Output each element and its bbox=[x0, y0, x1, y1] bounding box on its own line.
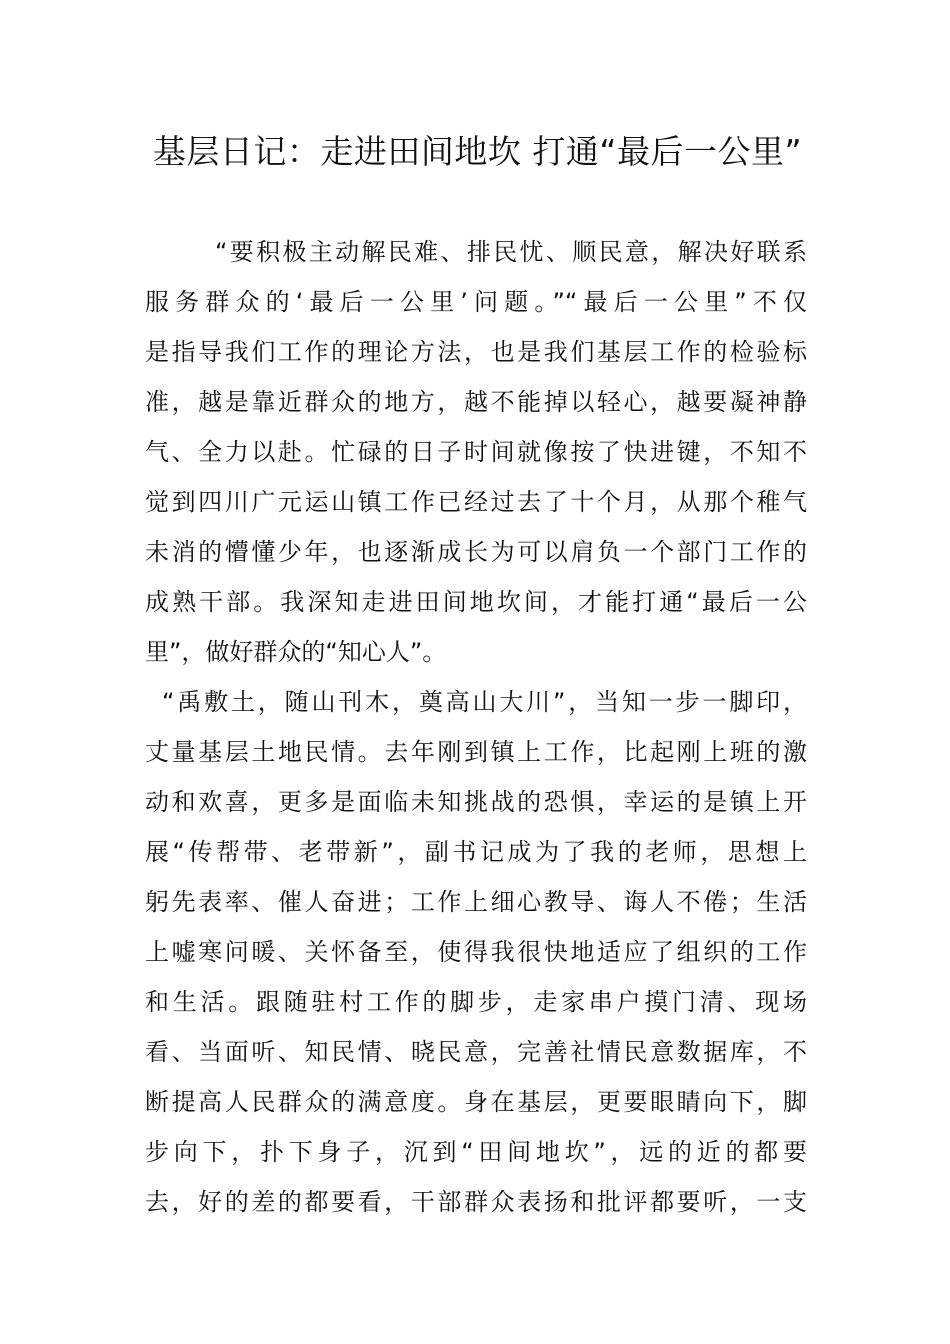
paragraph-line: 去，好的差的都要看，干部群众表扬和批评都要听，一支 bbox=[145, 1188, 807, 1216]
paragraph-line: 成熟干部。我深知走进田间地坎间，才能打通“最后一公 bbox=[145, 588, 807, 616]
paragraph-line: 上嘘寒问暖、关怀备至，使得我很快地适应了组织的工作 bbox=[145, 938, 807, 966]
paragraph-line: 气、全力以赴。忙碌的日子时间就像按了快进键，不知不 bbox=[145, 438, 807, 466]
paragraph-line: 看、当面听、知民情、晓民意，完善社情民意数据库，不 bbox=[145, 1038, 807, 1066]
paragraph-line: 是指导我们工作的理论方法，也是我们基层工作的检验标 bbox=[145, 338, 807, 366]
paragraph-line: 步向下，扑下身子，沉到“田间地坎”，远的近的都要 bbox=[145, 1138, 807, 1166]
paragraph-line: “禹敷土，随山刊木，奠高山大川”，当知一步一脚印， bbox=[162, 688, 807, 716]
paragraph-line: 丈量基层土地民情。去年刚到镇上工作，比起刚上班的激 bbox=[145, 738, 807, 766]
paragraph-line: 未消的懵懂少年，也逐渐成长为可以肩负一个部门工作的 bbox=[145, 538, 807, 566]
document-title: 基层日记：走进田间地坎 打通“最后一公里” bbox=[152, 132, 803, 171]
paragraph-line: 里”，做好群众的“知心人”。 bbox=[145, 638, 447, 666]
paragraph-line: 展“传帮带、老带新”，副书记成为了我的老师，思想上 bbox=[145, 838, 807, 866]
paragraph-line: 躬先表率、催人奋进；工作上细心教导、诲人不倦；生活 bbox=[145, 888, 807, 916]
paragraph-line: 动和欢喜，更多是面临未知挑战的恐惧，幸运的是镇上开 bbox=[145, 788, 807, 816]
paragraph-line: “要积极主动解民难、排民忧、顺民意，解决好联系 bbox=[215, 238, 807, 266]
paragraph-line: 觉到四川广元运山镇工作已经过去了十个月，从那个稚气 bbox=[145, 488, 807, 516]
paragraph-line: 服务群众的‘最后一公里’问题。”“最后一公里”不仅 bbox=[145, 288, 807, 316]
paragraph-line: 准，越是靠近群众的地方，越不能掉以轻心，越要凝神静 bbox=[145, 388, 807, 416]
paragraph-line: 断提高人民群众的满意度。身在基层，更要眼睛向下，脚 bbox=[145, 1088, 807, 1116]
paragraph-line: 和生活。跟随驻村工作的脚步，走家串户摸门清、现场 bbox=[145, 988, 807, 1016]
